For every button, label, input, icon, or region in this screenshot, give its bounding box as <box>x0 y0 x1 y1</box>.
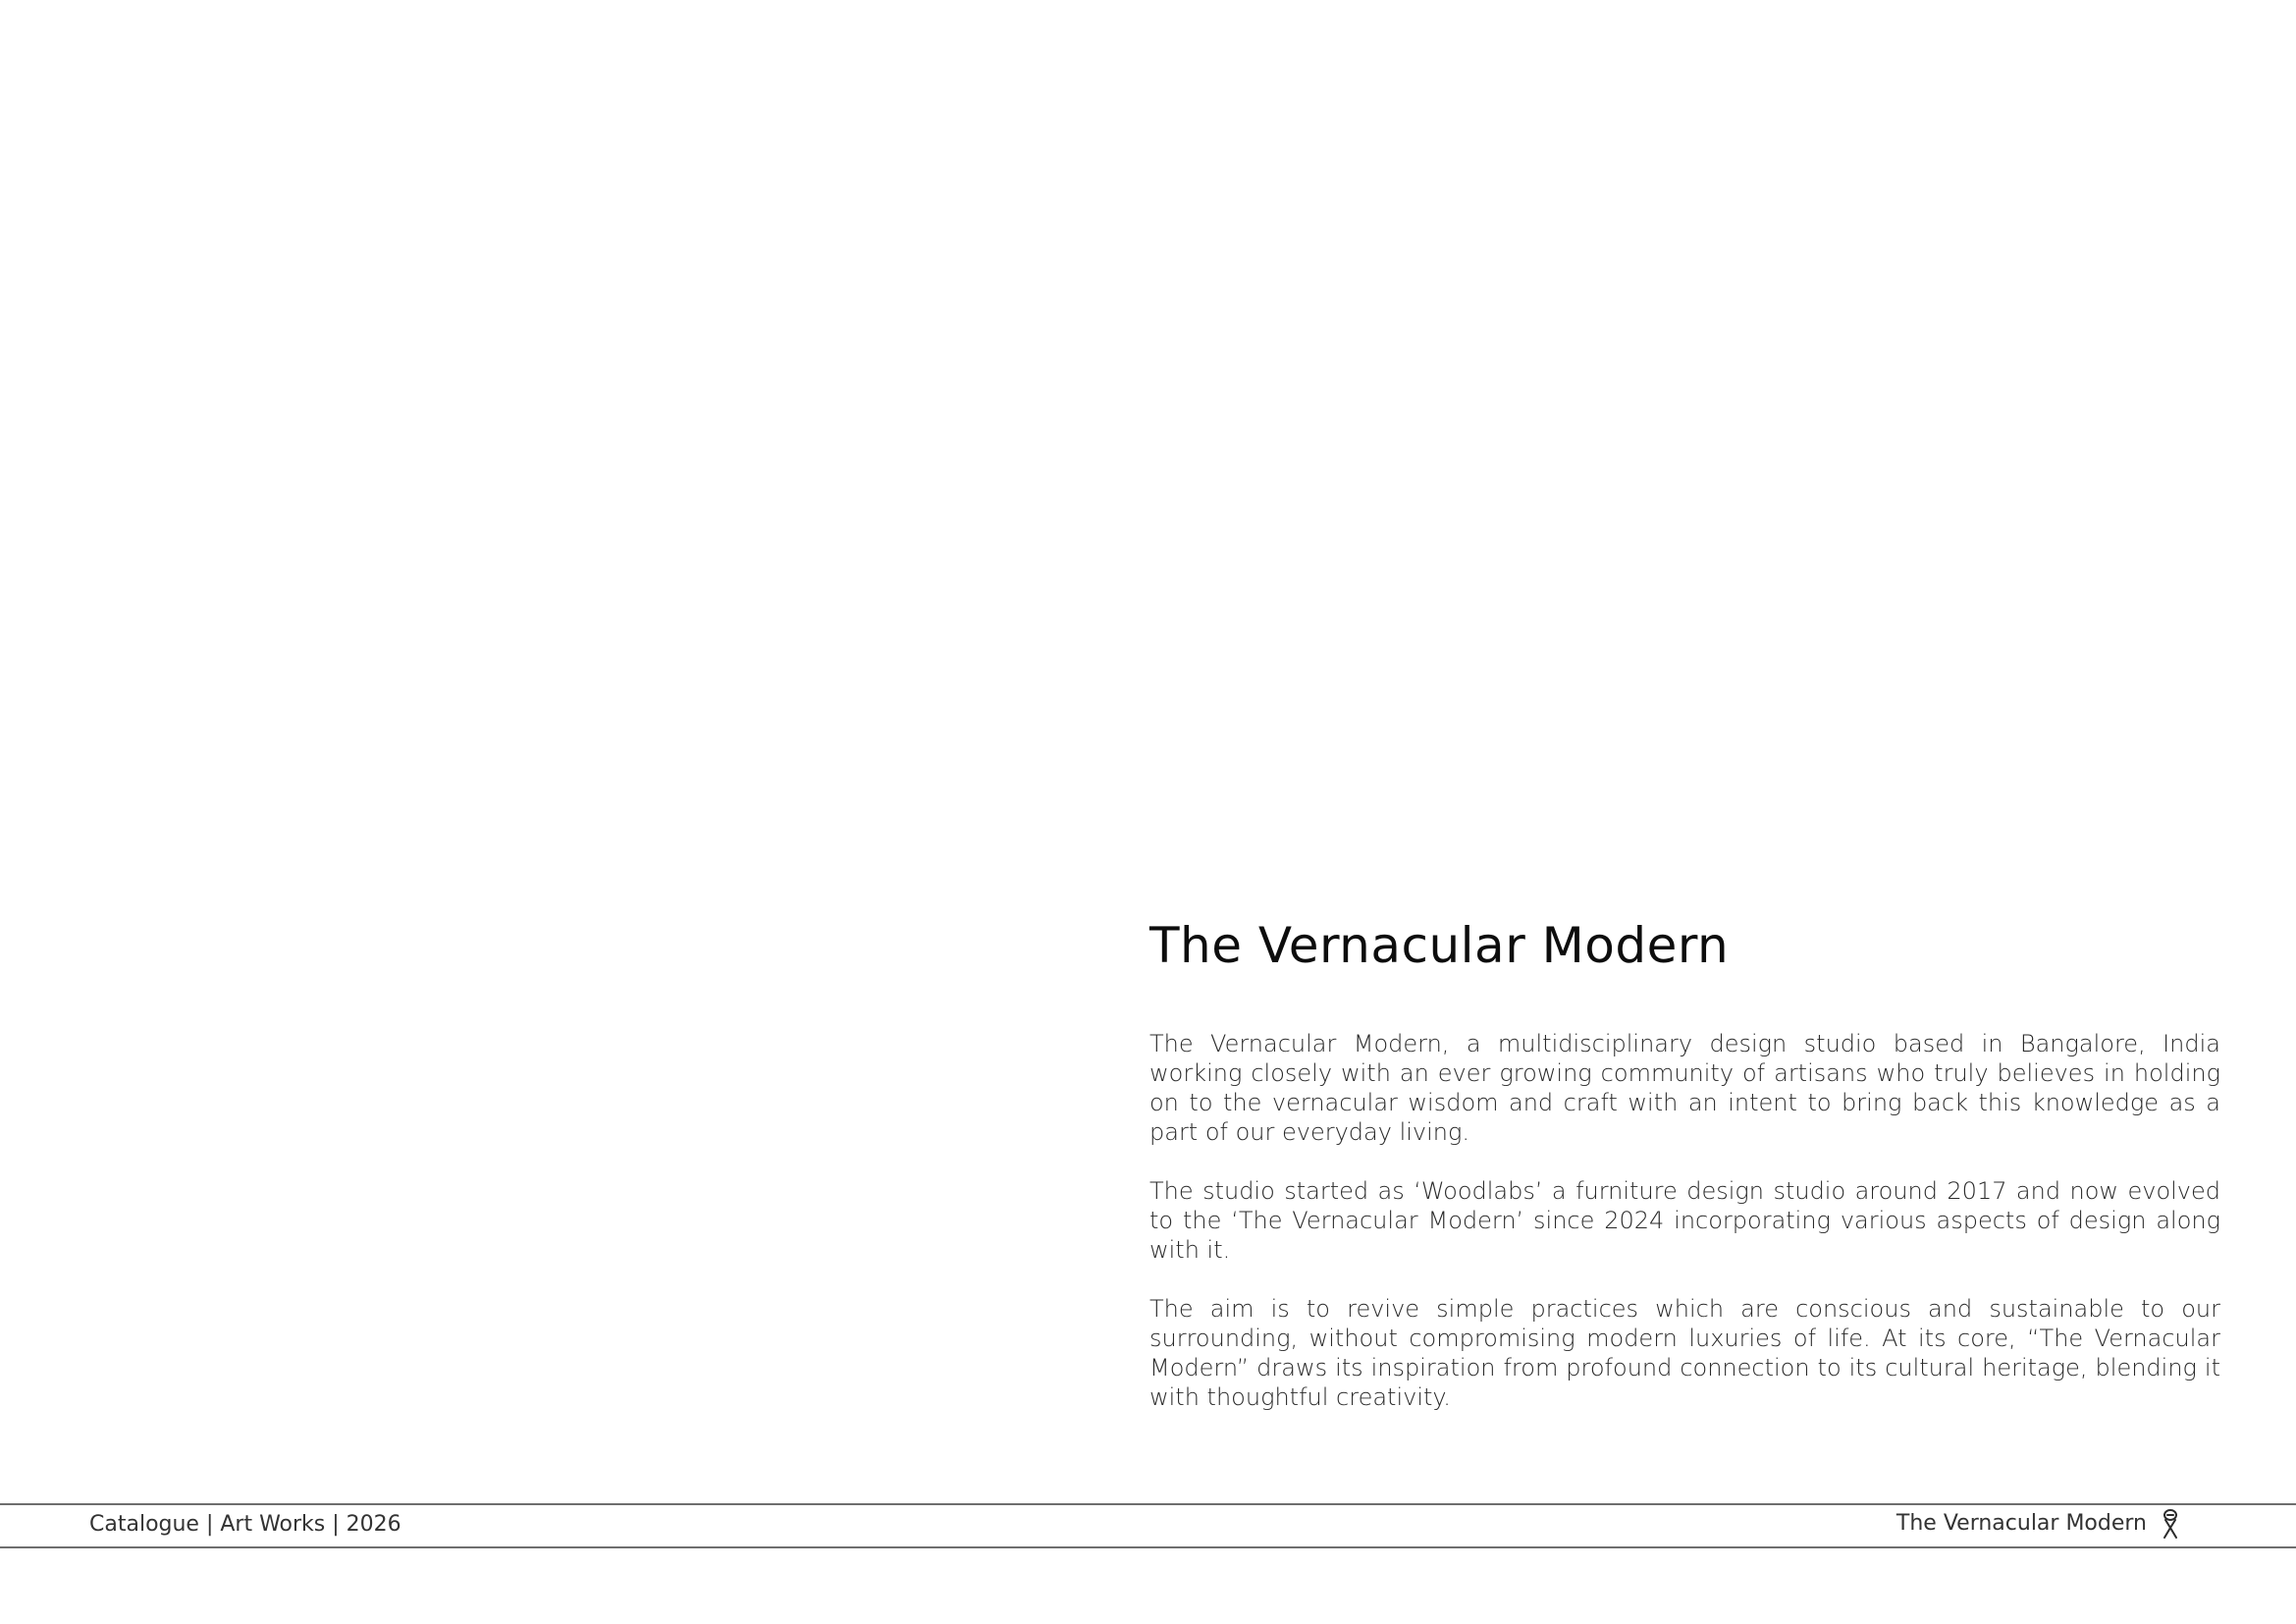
footer-catalogue-label: Catalogue | Art Works | 2026 <box>89 1512 401 1537</box>
footer-brand-name: The Vernacular Modern <box>1896 1511 2147 1536</box>
brand-logo-icon <box>2159 1508 2182 1540</box>
about-paragraph-1: The Vernacular Modern, a multidisciplinary design studio based in Bangalore, India working closely with an ever growing community of artisans who truly believes in holding on to the vernacular wisdom and craft with an intent to bring back this knowledge as a part of our everyday living. <box>1149 1030 2220 1146</box>
footer-brand-block <box>1896 1508 2182 1540</box>
footer-bottom-divider <box>0 1546 2296 1548</box>
about-paragraph-2: The studio started as ‘Woodlabs’ a furniture design studio around 2017 and now evolved to the ‘The Vernacular Modern’ since 2024 incorporating various aspects of design along with it. <box>1149 1177 2220 1264</box>
footer-top-divider <box>0 1503 2296 1505</box>
about-paragraph-3: The aim is to revive simple practices which are conscious and sustainable to our surrounding, without compromising modern luxuries of life. At its core, “The Vernacular Modern” draws its inspiration from profound connection to its cultural heritage, blending it with thoughtful creativity. <box>1149 1295 2220 1411</box>
page-title: The Vernacular Modern <box>1149 917 1730 974</box>
about-section <box>1149 913 2220 1441</box>
